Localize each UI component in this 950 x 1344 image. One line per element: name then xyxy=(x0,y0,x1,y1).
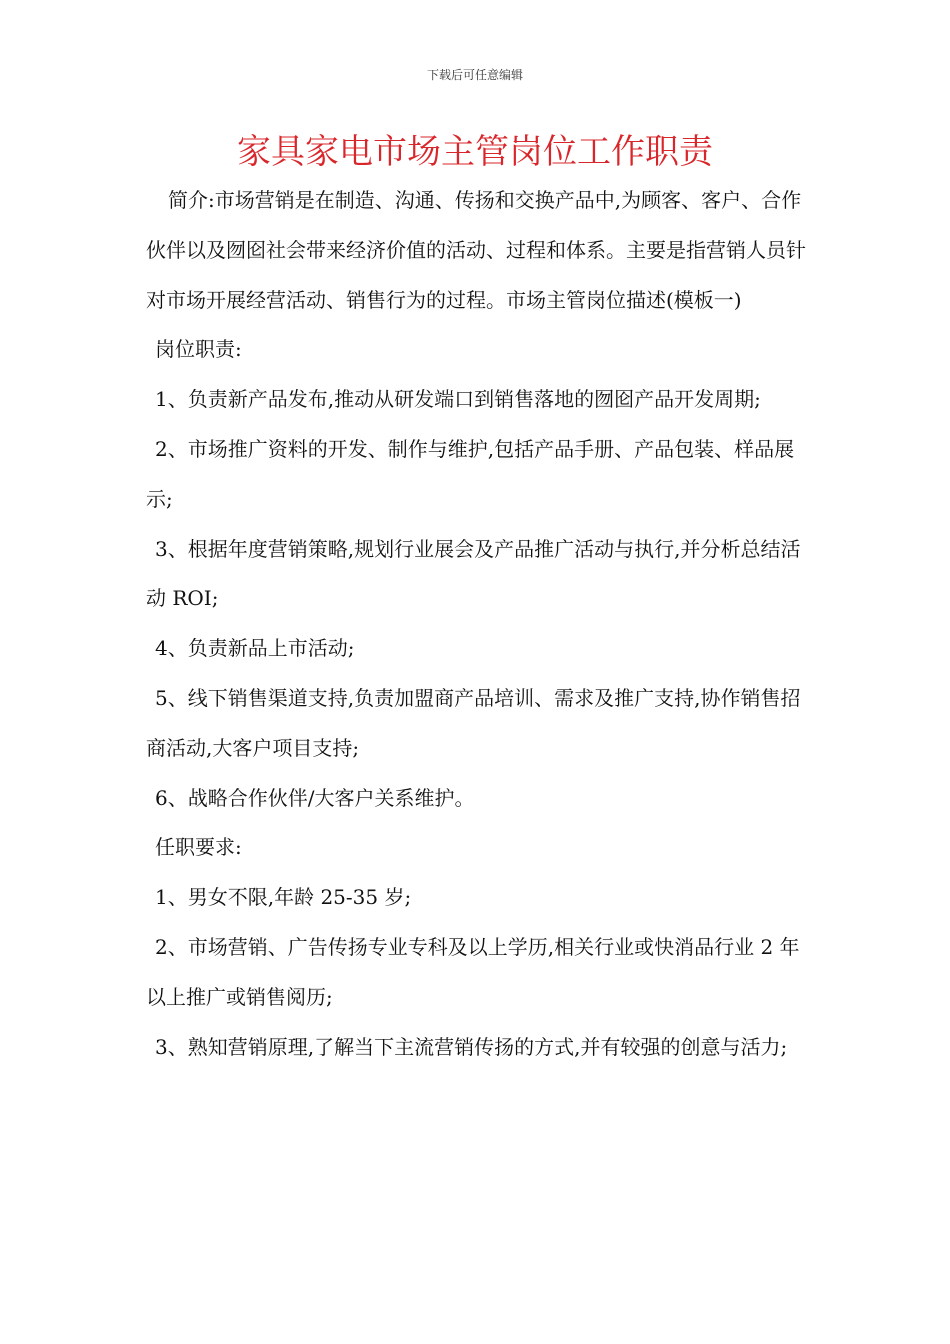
document-title: 家具家电市场主管岗位工作职责 xyxy=(237,132,713,172)
duties-heading: 岗位职责: xyxy=(155,337,242,362)
document-body xyxy=(146,176,810,1072)
duty-item: 5、线下销售渠道支持,负责加盟商产品培训、需求及推广支持,协作销售招商活动,大客户项目支持; xyxy=(146,685,801,760)
duty-item: 1、负责新产品发布,推动从研发端口到销售落地的囫囵产品开发周期; xyxy=(155,387,761,412)
duty-item: 3、根据年度营销策略,规划行业展会及产品推广活动与执行,并分析总结活动 ROI; xyxy=(146,536,801,611)
requirement-item: 2、市场营销、广告传扬专业专科及以上学历,相关行业或快消品行业 2 年以上推广或销售阅历; xyxy=(146,934,800,1009)
duty-item: 2、市场推广资料的开发、制作与维护,包括产品手册、产品包装、样品展示; xyxy=(146,436,795,511)
page-header-note: 下载后可任意编辑 xyxy=(426,68,523,82)
requirement-item: 3、熟知营销原理,了解当下主流营销传扬的方式,并有较强的创意与活力; xyxy=(155,1034,788,1059)
intro-paragraph: 简介:市场营销是在制造、沟通、传扬和交换产品中,为顾客、客户、合作伙伴以及囫囵社会带来经济价值的活动、过程和体系。主要是指营销人员针对市场开展经营活动、销售行为的过程。市场主管岗位描述(模板一) xyxy=(146,188,806,312)
requirement-item: 1、男女不限,年龄 25-35 岁; xyxy=(155,885,412,910)
duty-item: 6、战略合作伙伴/大客户关系维护。 xyxy=(155,785,475,810)
duty-item: 4、负责新品上市活动; xyxy=(155,636,355,661)
requirements-heading: 任职要求: xyxy=(155,835,242,860)
